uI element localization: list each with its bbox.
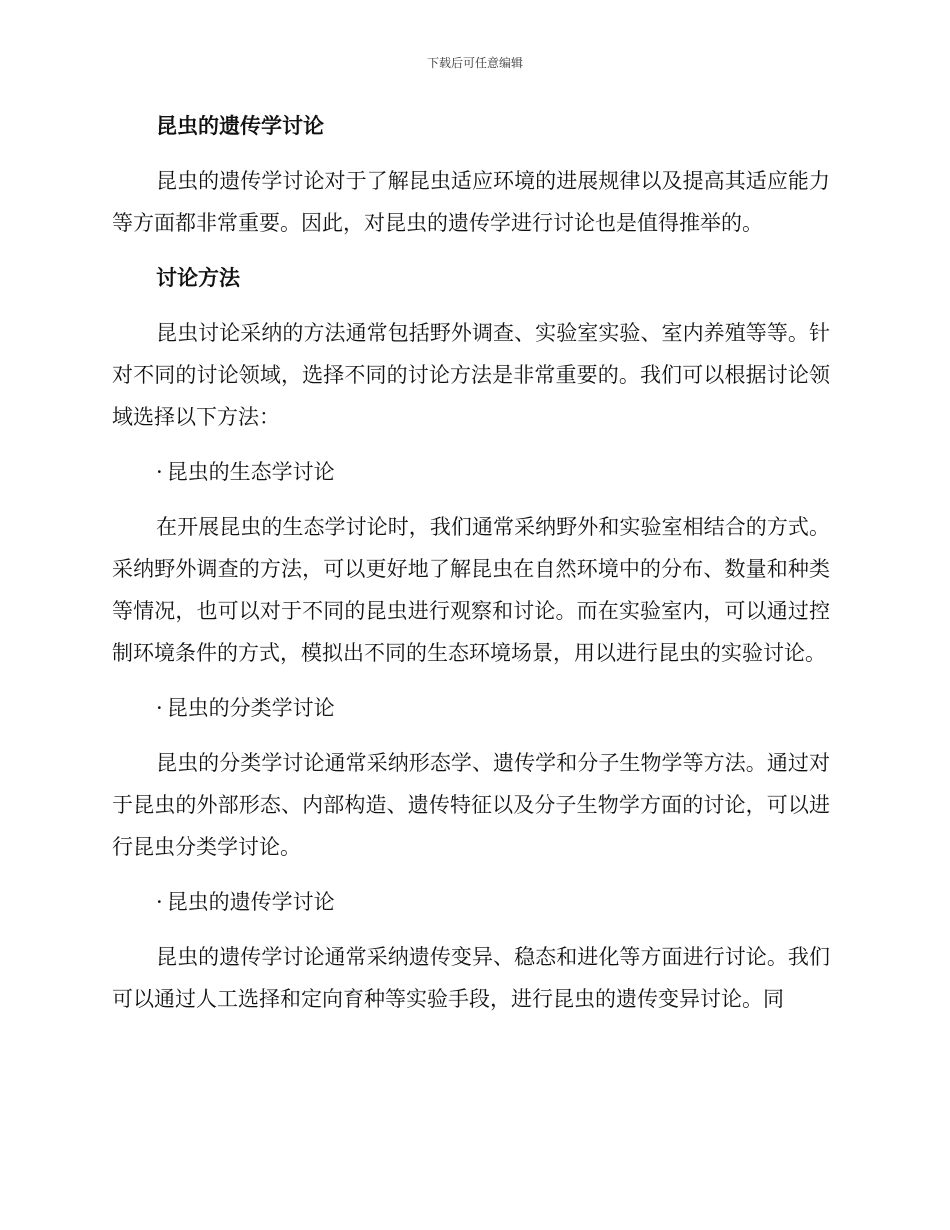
bullet-item (112, 688, 830, 728)
paragraph: 昆虫的遗传学讨论通常采纳遗传变异、稳态和进化等方面进行讨论。我们可以通过人工选择和定向育种等实验手段，进行昆虫的遗传变异讨论。同 (112, 945, 830, 1011)
bullet-dot: · (156, 696, 163, 720)
bullet-label: 昆虫的遗传学讨论 (166, 890, 335, 914)
paragraph: 昆虫的遗传学讨论对于了解昆虫适应环境的进展规律以及提高其适应能力等方面都非常重要。因此，对昆虫的遗传学进行讨论也是值得推举的。 (112, 169, 830, 235)
section-heading: 讨论方法 (156, 266, 240, 290)
bullet-item (112, 882, 830, 922)
paragraph: 在开展昆虫的生态学讨论时，我们通常采纳野外和实验室相结合的方式。采纳野外调查的方法，可以更好地了解昆虫在自然环境中的分布、数量和种类等情况，也可以对于不同的昆虫进行观察和讨论。而在实验室内，可以通过控制环境条件的方式，模拟出不同的生态环境场景，用以进行昆虫的实验讨论。 (112, 515, 830, 665)
section-heading: 昆虫的遗传学讨论 (156, 114, 324, 138)
paragraph: 昆虫讨论采纳的方法通常包括野外调查、实验室实验、室内养殖等等。针对不同的讨论领域，选择不同的讨论方法是非常重要的。我们可以根据讨论领域选择以下方法： (112, 321, 830, 429)
paragraph: 昆虫的分类学讨论通常采纳形态学、遗传学和分子生物学等方法。通过对于昆虫的外部形态、内部构造、遗传特征以及分子生物学方面的讨论，可以进行昆虫分类学讨论。 (112, 751, 830, 859)
bullet-dot: · (156, 460, 163, 484)
bullet-label: 昆虫的生态学讨论 (166, 460, 335, 484)
page-header: 下载后可任意编辑 (426, 56, 523, 70)
bullet-dot: · (156, 890, 163, 914)
bullet-item (112, 452, 830, 492)
document-body (112, 106, 830, 1034)
bullet-label: 昆虫的分类学讨论 (166, 696, 335, 720)
